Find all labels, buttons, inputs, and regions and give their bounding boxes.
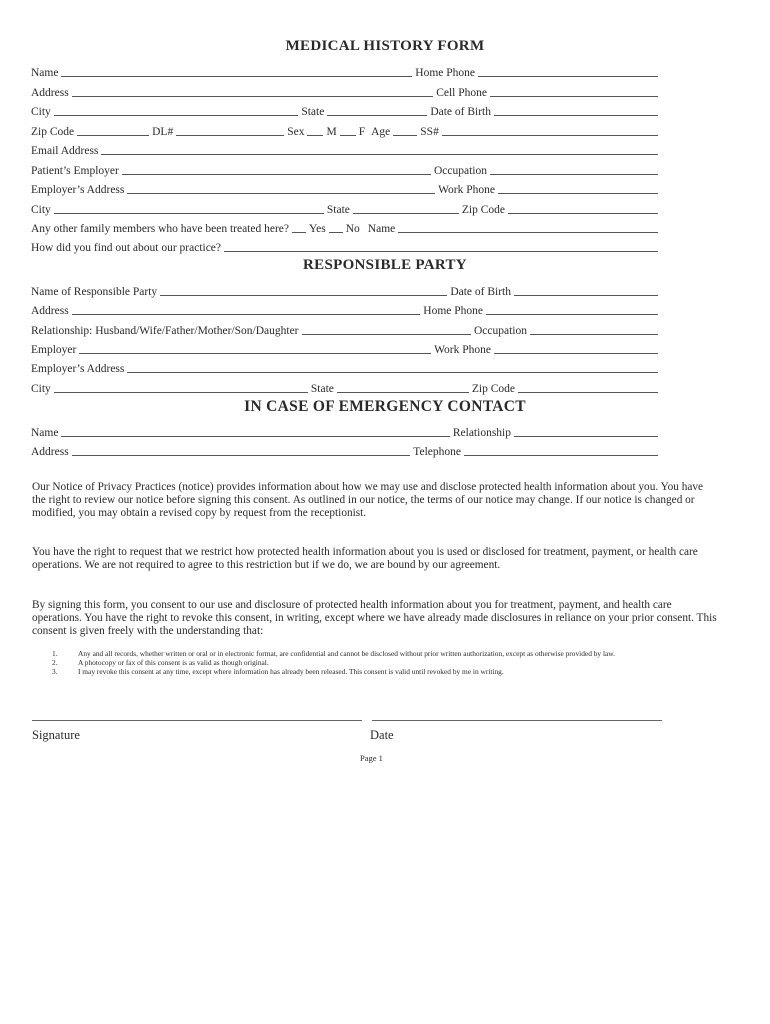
- label-responsible-work-phone: Work Phone: [434, 344, 491, 356]
- label-occupation: Occupation: [433, 165, 487, 177]
- patient-name-field[interactable]: [61, 66, 412, 77]
- patient-ss-field[interactable]: [442, 125, 658, 136]
- patient-state-field[interactable]: [327, 105, 427, 116]
- label-yes: Yes: [309, 223, 326, 235]
- patient-employer-zip-field[interactable]: [508, 203, 658, 214]
- responsible-city-row: [31, 377, 661, 395]
- label-employer: Patient’s Employer: [31, 165, 119, 177]
- label-responsible-dob: Date of Birth: [450, 286, 511, 298]
- label-responsible-state: State: [310, 383, 334, 395]
- responsible-employer-row: [31, 338, 661, 356]
- label-family-question: Any other family members who have been treated here?: [31, 223, 290, 235]
- family-name-field[interactable]: [398, 222, 658, 233]
- label-city: City: [31, 106, 51, 118]
- label-emergency-telephone: Telephone: [413, 446, 461, 458]
- patient-employer-address-row: [31, 178, 661, 196]
- consent-item-number: 1.: [52, 649, 58, 658]
- consent-item: [52, 658, 712, 667]
- emergency-contact-title: IN CASE OF EMERGENCY CONTACT: [244, 398, 526, 415]
- responsible-employer-address-field[interactable]: [127, 362, 658, 373]
- label-responsible-zip: Zip Code: [471, 383, 515, 395]
- patient-city-field[interactable]: [54, 105, 299, 116]
- responsible-party-title: RESPONSIBLE PARTY: [303, 257, 467, 273]
- responsible-employer-address-row: [31, 357, 661, 375]
- consent-item-number: 3.: [52, 667, 58, 676]
- label-dob: Date of Birth: [430, 106, 491, 118]
- label-m: M: [326, 126, 337, 138]
- patient-dob-field[interactable]: [494, 105, 658, 116]
- emergency-relationship-field[interactable]: [514, 426, 658, 437]
- patient-dl-field[interactable]: [176, 125, 284, 136]
- emergency-address-row: [31, 440, 661, 458]
- patient-age-field[interactable]: [393, 125, 417, 136]
- family-no-checkbox[interactable]: [329, 222, 343, 233]
- family-members-row: [31, 217, 661, 235]
- label-employer-address: Employer’s Address: [31, 184, 125, 196]
- responsible-work-phone-field[interactable]: [494, 343, 658, 354]
- consent-list: [52, 649, 712, 676]
- responsible-zip-field[interactable]: [518, 382, 658, 393]
- patient-email-field[interactable]: [101, 144, 658, 155]
- consent-item: [52, 667, 712, 676]
- label-responsible-employer: Employer: [31, 344, 77, 356]
- label-responsible-address: Address: [31, 305, 69, 317]
- patient-work-phone-field[interactable]: [498, 183, 658, 194]
- privacy-paragraph-3: By signing this form, you consent to our use and disclosure of protected health information about you for treatment, payment, and health care operations. You have the right to revoke this consent, in writing, except where we have already made disclosures in reliance on your prior consent. This consent is given freely with the understanding that:: [32, 599, 717, 637]
- patient-home-phone-field[interactable]: [478, 66, 658, 77]
- label-responsible-home-phone: Home Phone: [423, 305, 483, 317]
- patient-name-row: [31, 61, 661, 79]
- label-city2: City: [31, 204, 51, 216]
- responsible-name-row: [31, 280, 661, 298]
- label-zip: Zip Code: [31, 126, 75, 138]
- emergency-name-row: [31, 421, 661, 439]
- label-emergency-name: Name: [31, 427, 59, 439]
- patient-employer-city-field[interactable]: [54, 203, 324, 214]
- sex-m-checkbox[interactable]: [307, 125, 323, 136]
- form-title: MEDICAL HISTORY FORM: [285, 38, 485, 54]
- responsible-state-field[interactable]: [337, 382, 469, 393]
- patient-address-row: [31, 81, 661, 99]
- referral-row: [31, 236, 661, 254]
- responsible-dob-field[interactable]: [514, 285, 658, 296]
- label-ss: SS#: [420, 126, 439, 138]
- consent-item-text: A photocopy or fax of this consent is as valid as though original.: [78, 658, 269, 667]
- privacy-paragraph-1: Our Notice of Privacy Practices (notice) provides information about how we may use and disclose protected health information about you. You have the right to review our notice before signing this consent. As outlined in our notice, the terms of our notice may change. If our notice is changed or modified, you may obtain a revised copy by request from the receptionist.: [32, 481, 704, 519]
- responsible-relationship-field[interactable]: [302, 324, 471, 335]
- label-responsible-occupation: Occupation: [473, 325, 527, 337]
- label-sex: Sex: [287, 126, 305, 138]
- label-state2: State: [326, 204, 350, 216]
- label-emergency-relationship: Relationship: [452, 427, 511, 439]
- consent-item-text: Any and all records, whether written or oral or in electronic format, are confidential and cannot be disclosed without prior written authorization, except as otherwise provided by law.: [78, 649, 616, 658]
- patient-employer-field[interactable]: [122, 164, 431, 175]
- label-address: Address: [31, 87, 69, 99]
- label-responsible-city: City: [31, 383, 51, 395]
- patient-city2-row: [31, 198, 661, 216]
- patient-address-field[interactable]: [72, 86, 434, 97]
- patient-employer-row: [31, 159, 661, 177]
- label-f: F: [358, 126, 366, 138]
- emergency-name-field[interactable]: [61, 426, 449, 437]
- patient-cell-phone-field[interactable]: [490, 86, 658, 97]
- consent-item-text: I may revoke this consent at any time, except where information has already been released. This consent is valid until revoked by me in writing.: [78, 667, 504, 676]
- label-no: No: [345, 223, 360, 235]
- label-emergency-address: Address: [31, 446, 69, 458]
- patient-city-row: [31, 100, 661, 118]
- sex-f-checkbox[interactable]: [340, 125, 356, 136]
- label-responsible-relationship: Relationship: Husband/Wife/Father/Mother/Son/Daughter: [31, 325, 299, 337]
- responsible-city-field[interactable]: [54, 382, 308, 393]
- label-cell-phone: Cell Phone: [436, 87, 487, 99]
- label-age: Age: [371, 126, 391, 138]
- responsible-occupation-field[interactable]: [530, 324, 658, 335]
- label-home-phone: Home Phone: [415, 67, 475, 79]
- responsible-address-row: [31, 299, 661, 317]
- referral-field[interactable]: [224, 241, 658, 252]
- page-number: Page 1: [360, 753, 383, 763]
- consent-item-number: 2.: [52, 658, 58, 667]
- emergency-telephone-field[interactable]: [464, 445, 658, 456]
- emergency-address-field[interactable]: [72, 445, 411, 456]
- label-responsible-employer-address: Employer’s Address: [31, 363, 125, 375]
- signature-label: Signature: [32, 728, 80, 742]
- responsible-name-field[interactable]: [160, 285, 447, 296]
- date-field[interactable]: [372, 720, 662, 721]
- patient-employer-state-field[interactable]: [353, 203, 459, 214]
- patient-zip-row: [31, 120, 661, 138]
- label-work-phone: Work Phone: [438, 184, 495, 196]
- responsible-address-field[interactable]: [72, 304, 421, 315]
- consent-item: [52, 649, 712, 658]
- family-yes-checkbox[interactable]: [292, 222, 306, 233]
- patient-email-row: [31, 139, 661, 157]
- patient-zip-field[interactable]: [77, 125, 149, 136]
- label-dl: DL#: [152, 126, 174, 138]
- label-state: State: [301, 106, 325, 118]
- date-label: Date: [370, 728, 394, 742]
- label-referral-question: How did you find out about our practice?: [31, 242, 222, 254]
- label-name: Name: [31, 67, 59, 79]
- responsible-home-phone-field[interactable]: [486, 304, 658, 315]
- label-zip2: Zip Code: [461, 204, 505, 216]
- label-responsible-name: Name of Responsible Party: [31, 286, 158, 298]
- patient-occupation-field[interactable]: [490, 164, 658, 175]
- label-family-name: Name: [367, 223, 396, 235]
- signature-field[interactable]: [32, 720, 362, 721]
- responsible-employer-field[interactable]: [79, 343, 431, 354]
- label-email: Email Address: [31, 145, 99, 157]
- privacy-paragraph-2: You have the right to request that we restrict how protected health information about you is used or disclosed for treatment, payment, or health care operations. We are not required to agree to this restriction but if we do, we are bound by our agreement.: [32, 546, 698, 571]
- responsible-relationship-row: [31, 319, 661, 337]
- patient-employer-address-field[interactable]: [127, 183, 435, 194]
